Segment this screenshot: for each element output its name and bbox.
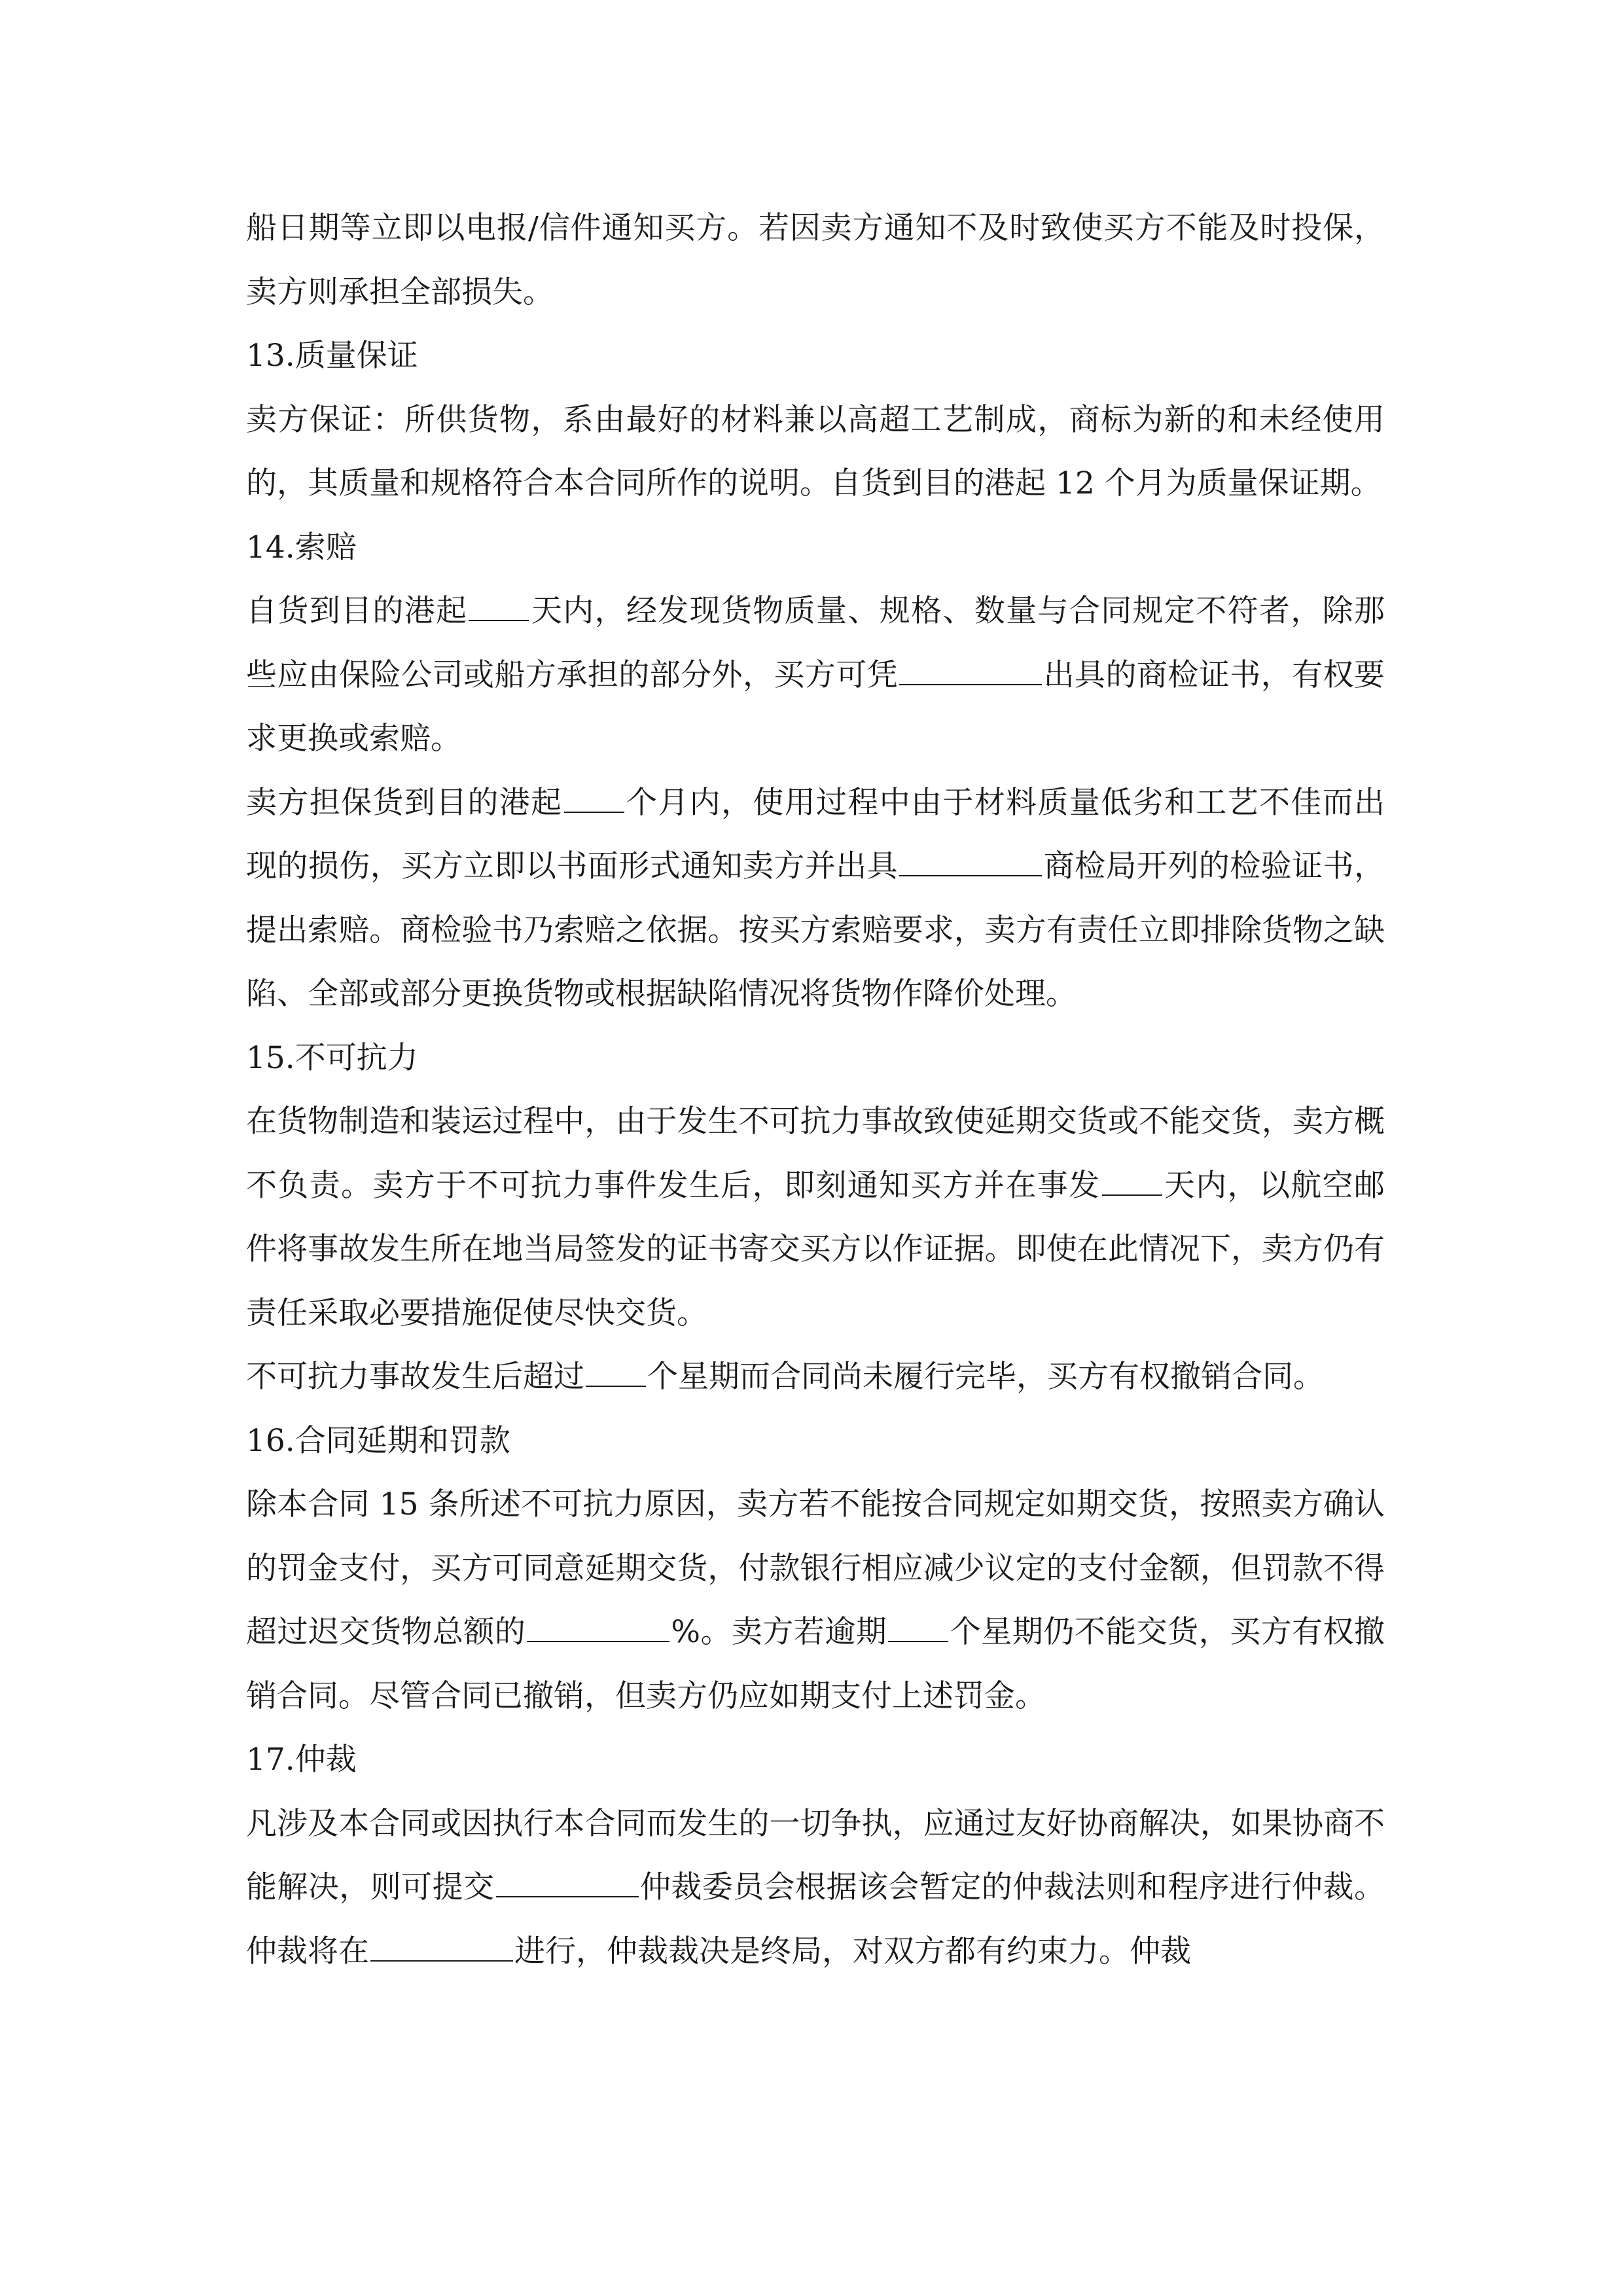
fill-in-blank — [370, 1934, 513, 1962]
clause-16-heading: 16.合同延期和罚款 — [246, 1422, 510, 1459]
clause-12-continuation: 船日期等立即以电报/信件通知买方。若因卖方通知不及时致使买方不能及时投保，卖方则承担全部损失。 — [246, 210, 1385, 310]
clause-15-paragraph-2 — [246, 1345, 1385, 1409]
clause-15-heading: 15.不可抗力 — [246, 1039, 418, 1076]
clause-16-body — [246, 1473, 1385, 1728]
text-run: 天内，以航空邮件将事故发生所在地当局签发的证书寄交买方以作证据。即使在此情况下，卖方仍有责任采取必要措施促使尽快交货。 — [246, 1167, 1385, 1331]
clause-14-paragraph-1 — [246, 579, 1385, 771]
text-run: 不可抗力事故发生后超过 — [246, 1359, 584, 1395]
clause-13-body: 卖方保证：所供货物，系由最好的材料兼以高超工艺制成，商标为新的和未经使用的，其质量和规格符合本合同所作的说明。自货到目的港起 12 个月为质量保证期。 — [246, 401, 1385, 501]
text-run: 进行，仲裁裁决是终局，对双方都有约束力。仲裁 — [514, 1933, 1191, 1969]
text-run: 出具的商检证书，有权要求更换或索赔。 — [246, 656, 1385, 757]
text-run: 个星期而合同尚未履行完毕，买方有权撤销合同。 — [647, 1359, 1324, 1395]
clause-14-heading: 14.索赔 — [246, 529, 357, 565]
text-run: 除本合同 15 条所述不可抗力原因，卖方若不能按合同规定如期交货，按照卖方确认的罚金支付，买方可同意延期交货，付款银行相应减少议定的支付金额，但罚款不得超过迟交货物总额的 — [246, 1486, 1385, 1650]
text-run: 商检局开列的检验证书，提出索赔。商检验书乃索赔之依据。按买方索赔要求，卖方有责任立即排除货物之缺陷、全部或部分更换货物或根据缺陷情况将货物作降价处理。 — [246, 848, 1385, 1012]
fill-in-blank — [1102, 1168, 1162, 1196]
fill-in-blank — [899, 849, 1042, 876]
text-run: 在货物制造和装运过程中，由于发生不可抗力事故致使延期交货或不能交货，卖方概不负责。卖方于不可抗力事件发生后，即刻通知买方并在事发 — [246, 1103, 1385, 1204]
fill-in-blank — [496, 1870, 639, 1897]
fill-in-blank — [564, 785, 624, 813]
text-run: 个星期仍不能交货，买方有权撤销合同。尽管合同已撤销，但卖方仍应如期支付上述罚金。 — [246, 1614, 1385, 1714]
clause-15-paragraph-1 — [246, 1090, 1385, 1345]
fill-in-blank — [527, 1615, 669, 1642]
document-page — [246, 196, 1385, 1983]
text-run: 仲裁委员会根据该会暂定的仲裁法则和程序进行仲裁。仲裁将在 — [246, 1869, 1385, 1969]
clause-13-heading: 13.质量保证 — [246, 338, 418, 374]
text-run: 卖方担保货到目的港起 — [246, 784, 563, 821]
fill-in-blank — [586, 1359, 646, 1387]
text-run: %。卖方若逾期 — [671, 1614, 887, 1650]
fill-in-blank — [888, 1615, 948, 1642]
fill-in-blank — [899, 658, 1042, 685]
text-run: 天内，经发现货物质量、规格、数量与合同规定不符者，除那些应由保险公司或船方承担的部分外，买方可凭 — [246, 593, 1385, 693]
text-run: 自货到目的港起 — [246, 593, 468, 629]
text-run: 个月内，使用过程中由于材料质量低劣和工艺不佳而出现的损伤，买方立即以书面形式通知卖方并出具 — [246, 784, 1385, 884]
clause-14-paragraph-2 — [246, 771, 1385, 1026]
clause-17-body — [246, 1792, 1385, 1984]
fill-in-blank — [469, 594, 529, 621]
text-run: 凡涉及本合同或因执行本合同而发生的一切争执，应通过友好协商解决，如果协商不能解决，则可提交 — [246, 1805, 1385, 1905]
clause-17-heading: 17.仲裁 — [246, 1742, 357, 1778]
